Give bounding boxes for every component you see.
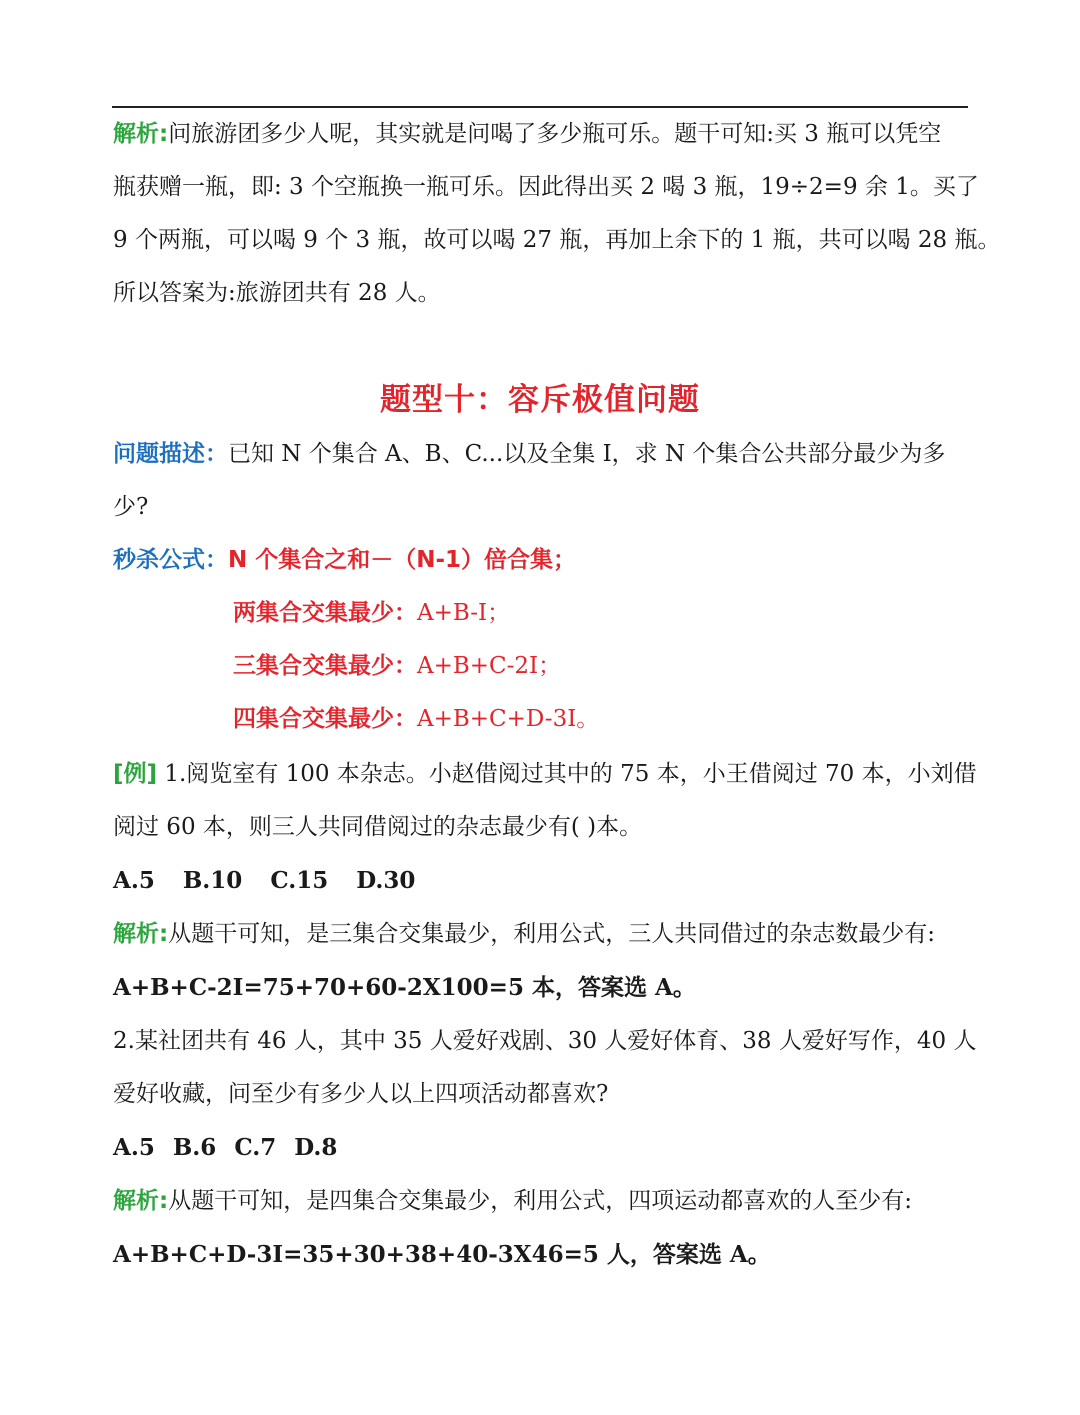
example-2-options	[113, 1121, 973, 1175]
analysis-label: 解析:	[113, 921, 169, 947]
option-d: D.30	[356, 867, 416, 894]
intro-line-3: 9 个两瓶，可以喝 9 个 3 瓶，故可以喝 27 瓶，再加上余下的 1 瓶，共可以喝 28 瓶。	[113, 227, 1001, 253]
example-2: 2.某社团共有 46 人，其中 35 人爱好戏剧、30 人爱好体育、38 人爱好写作，40 人 爱好收藏，问至少有多少人以上四项活动都喜欢? A.5 B.6 C.7 D.8 解析:从题干可知，是四集合交集最少，利用公式，四项运动都喜欢的人至少有: A+B+C+D-3I=35+30+38+40-3X46=5 人，答案选 A。	[113, 1028, 977, 1268]
option-d: D.8	[294, 1134, 338, 1161]
problem-description: 问题描述：已知 N 个集合 A、B、C...以及全集 I，求 N 个集合公共部分最少为多 少?	[113, 441, 946, 520]
formula-case-four: 四集合交集最少：A+B+C+D-3I。	[233, 706, 600, 732]
option-c: C.7	[234, 1134, 277, 1161]
formula-block	[113, 534, 973, 746]
option-a: A.5	[113, 867, 155, 894]
intro-line-4: 所以答案为:旅游团共有 28 人。	[113, 280, 441, 306]
formula-case-two: 两集合交集最少：A+B-I；	[233, 600, 511, 626]
option-a: A.5	[113, 1134, 155, 1161]
option-b: B.6	[172, 1134, 217, 1161]
section-title: 题型十：容斥极值问题	[380, 382, 700, 418]
analysis-label: 解析:	[113, 1188, 169, 1214]
formula-case-three: 三集合交集最少：A+B+C-2I；	[233, 653, 562, 679]
problem-label: 问题描述：	[113, 441, 228, 467]
option-b: B.10	[182, 867, 243, 894]
intro-line-1: 解析:问旅游团多少人呢，其实就是问喝了多少瓶可乐。题干可知:买 3 瓶可以凭空	[113, 121, 942, 147]
intro-analysis	[113, 108, 1001, 320]
example-1: [例] 1.阅览室有 100 本杂志。小赵借阅过其中的 75 本，小王借阅过 70 本，小刘借 阅过 60 本，则三人共同借阅过的杂志最少有( )本。 A.5 B.10 C.15 D.30 解析:从题干可知，是三集合交集最少，利用公式，三人共同借过的杂志数最少有: A+B+C-2I=75+70+60-2X100=5 本，答案选 A。	[113, 761, 977, 1001]
analysis-label: 解析:	[113, 121, 169, 147]
formula-text: N 个集合之和－（N-1）倍合集；	[228, 547, 577, 573]
example-1-options	[113, 854, 973, 908]
intro-line-2: 瓶获赠一瓶，即: 3 个空瓶换一瓶可乐。因此得出买 2 喝 3 瓶，19÷2=9 余 1。买了	[113, 174, 979, 200]
option-c: C.15	[270, 867, 329, 894]
formula-label: 秒杀公式：	[113, 547, 228, 573]
example-tag: [例]	[113, 761, 158, 787]
